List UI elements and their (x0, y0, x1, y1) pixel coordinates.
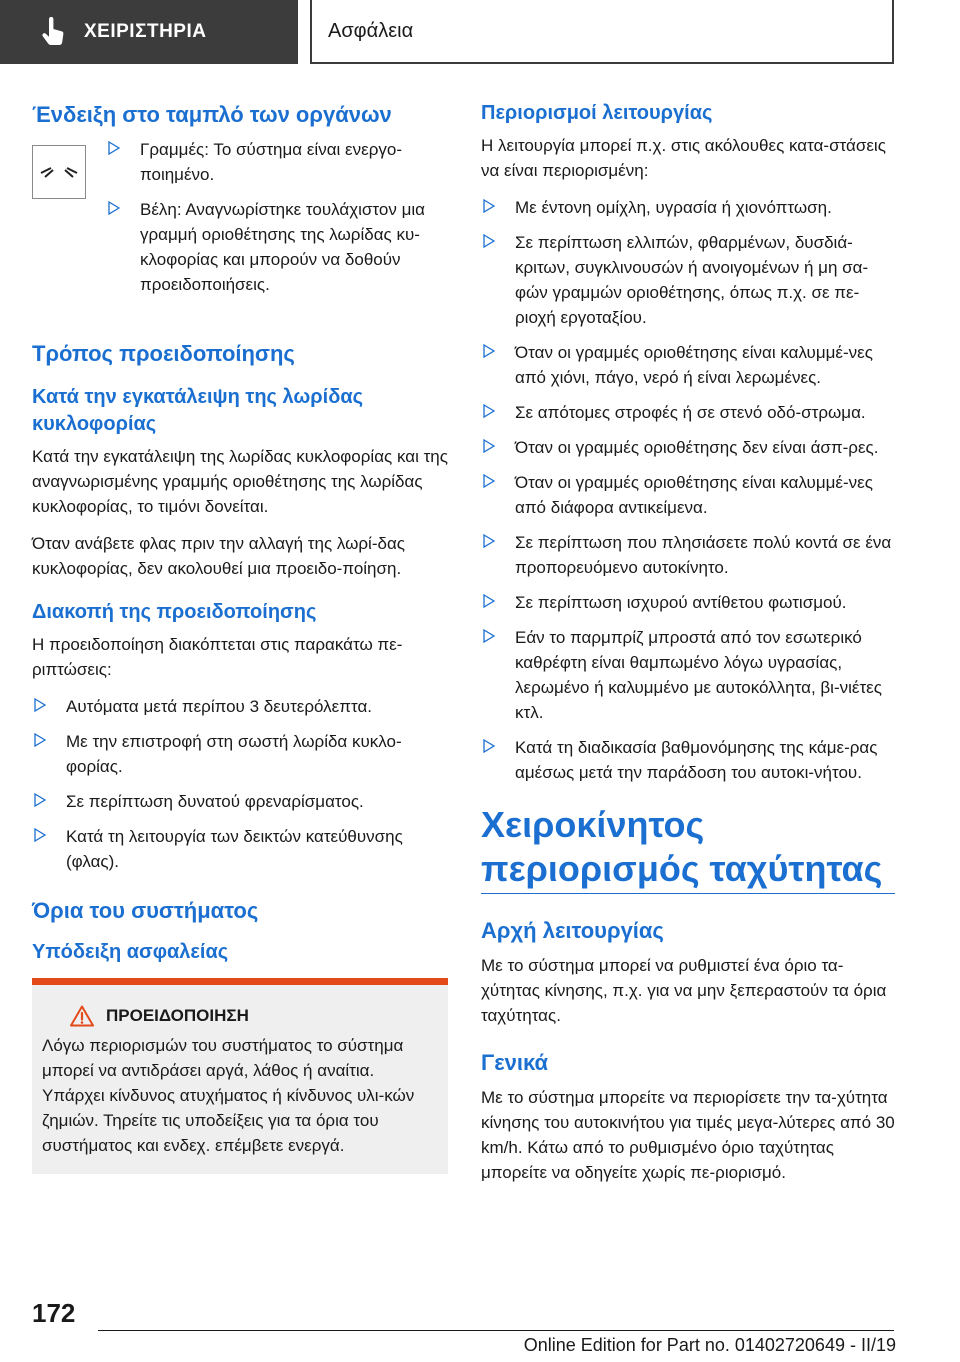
warning-box (32, 978, 448, 1174)
warning-title (70, 1005, 438, 1027)
warning-label: ΠΡΟΕΙΔΟΠΟΙΗΣΗ (106, 1006, 249, 1025)
list-item: Βέλη: Αναγνωρίστηκε τουλάχιστον μια γραμμή οριοθέτησης της λωρίδας κυ-κλοφορίας και μπορούν να δοθούν προειδοποιήσεις. (106, 197, 448, 297)
section-tab (0, 0, 298, 64)
bullet-triangle-icon (483, 344, 495, 358)
left-column (32, 100, 448, 1174)
lane-lines-icon (33, 146, 85, 198)
manual-speed-limiter-heading: Χειροκίνητος περιορισμός ταχύτητας (481, 804, 883, 889)
list-item: Όταν οι γραμμές οριοθέτησης είναι καλυμμέ-νες από διάφορα αντικείμενα. (481, 470, 895, 520)
right-column (481, 100, 895, 1197)
list-item: Σε περίπτωση που πλησιάσετε πολύ κοντά σε ένα προπορευόμενο αυτοκίνητο. (481, 530, 895, 580)
bullet-triangle-icon (108, 201, 120, 215)
bullet-triangle-icon (483, 594, 495, 608)
footer-divider (98, 1330, 894, 1331)
bullet-triangle-icon (483, 739, 495, 753)
bullet-triangle-icon (483, 234, 495, 248)
list-item: Σε περίπτωση ελλιπών, φθαρμένων, δυσδιά-κριτων, συγκλινουσών ή ανοιγομένων ή μη σα-φών γραμμών οριοθέτησης, όπως π.χ. σε πε-ριοχή εργοταξίου. (481, 230, 895, 330)
function-limits-heading: Περιορισμοί λειτουργίας (481, 102, 713, 124)
principle-text: Με το σύστημα μπορεί να ρυθμιστεί ένα όριο τα-χύτητας κίνησης, π.χ. για να μην ξεπεραστούν τα όρια ταχύτητας. (481, 956, 887, 1025)
hand-pointer-icon (40, 17, 66, 47)
list-item: Σε απότομες στροφές ή σε στενό οδό-στρωμα. (481, 400, 895, 425)
indicator-list (106, 137, 448, 307)
warning-mode-heading: Τρόπος προειδοποίησης (32, 341, 295, 366)
list-item: Όταν οι γραμμές οριοθέτησης είναι καλυμμέ-νες από χιόνι, πάγο, νερό ή είναι λερωμένες. (481, 340, 895, 390)
list-item: Κατά τη διαδικασία βαθμονόμησης της κάμε-ρας αμέσως μετά την παράδοση του αυτοκι-νήτου. (481, 735, 895, 785)
lane-departure-heading: Κατά την εγκατάλειψη της λωρίδας κυκλοφορίας (32, 386, 364, 435)
bullet-triangle-icon (483, 439, 495, 453)
indicator-row (32, 137, 448, 317)
function-limits-list (481, 195, 895, 785)
bullet-triangle-icon (483, 404, 495, 418)
list-item: Όταν οι γραμμές οριοθέτησης δεν είναι άσπ-ρες. (481, 435, 895, 460)
general-text: Με το σύστημα μπορείτε να περιορίσετε την τα-χύτητα κίνησης του αυτοκινήτου για τιμές μεγα-λύτερες από 30 km/h. Κάτω από το ρυθμισμένο όριο ταχύτητας μπορείτε να οδηγείτε χωρίς πε-ριορισμό. (481, 1088, 895, 1182)
list-item: Κατά τη λειτουργία των δεικτών κατεύθυνσης (φλας). (32, 824, 448, 874)
interrupt-list (32, 694, 448, 874)
list-item: Γραμμές: Το σύστημα είναι ενεργο-ποιημένο. (106, 137, 448, 187)
bullet-triangle-icon (483, 629, 495, 643)
list-item: Με την επιστροφή στη σωστή λωρίδα κυκλο-φορίας. (32, 729, 448, 779)
page-header (0, 0, 960, 66)
list-item: Σε περίπτωση ισχυρού αντίθετου φωτισμού. (481, 590, 895, 615)
bullet-triangle-icon (34, 828, 46, 842)
principle-heading: Αρχή λειτουργίας (481, 918, 664, 943)
list-item: Αυτόματα μετά περίπου 3 δευτερόλεπτα. (32, 694, 448, 719)
warning-triangle-icon (70, 1005, 94, 1027)
page-number: 172 (32, 1298, 76, 1328)
lane-departure-text-2: Όταν ανάβετε φλας πριν την αλλαγή της λωρί-δας κυκλοφορίας, δεν ακολουθεί μια προειδο-ποίηση. (32, 534, 405, 578)
warning-text: Λόγω περιορισμών του συστήματος το σύστημα μπορεί να αντιδράσει αργά, λάθος ή αναίτια. Υπάρχει κίνδυνος ατυχήματος ή κίνδυνος υλι-κών ζημιών. Τηρείτε τις υποδείξεις για τα όρια του συστήματος και ενδεχ. επέμβετε ενεργά. (42, 1036, 415, 1155)
chapter-tab (310, 0, 894, 64)
function-limits-intro: Η λειτουργία μπορεί π.χ. στις ακόλουθες κατα-στάσεις να είναι περιορισμένη: (481, 136, 886, 180)
bullet-triangle-icon (34, 698, 46, 712)
edition-footer: Online Edition for Part no. 01402720649 - II/19 (523, 1335, 896, 1355)
interrupt-intro: Η προειδοποίηση διακόπτεται στις παρακάτω πε-ριπτώσεις: (32, 635, 403, 679)
list-item: Εάν το παρμπρίζ μπροστά από τον εσωτερικό καθρέφτη είναι θαμπωμένο λόγω υγρασίας, λερωμένο ή καλυμμένο με αυτοκόλλητα, βι-νιέτες κτλ. (481, 625, 895, 725)
limits-heading: Όρια του συστήματος (32, 898, 259, 923)
bullet-triangle-icon (34, 793, 46, 807)
bullet-triangle-icon (483, 534, 495, 548)
bullet-triangle-icon (108, 141, 120, 155)
lane-indicator-symbol (32, 145, 86, 199)
section-title: ΧΕΙΡΙΣΤΗΡΙΑ (84, 21, 207, 42)
bullet-triangle-icon (483, 474, 495, 488)
general-heading: Γενικά (481, 1050, 549, 1075)
heading-divider (481, 893, 895, 894)
list-item: Με έντονη ομίχλη, υγρασία ή χιονόπτωση. (481, 195, 895, 220)
chapter-title: Ασφάλεια (328, 19, 414, 42)
indicator-heading: Ένδειξη στο ταμπλό των οργάνων (32, 102, 392, 127)
lane-departure-text-1: Κατά την εγκατάλειψη της λωρίδας κυκλοφορίας και της αναγνωρισμένης γραμμής οριοθέτησης της λωρίδας κυκλοφορίας, το τιμόνι δονείται. (32, 447, 448, 516)
bullet-triangle-icon (483, 199, 495, 213)
safety-heading: Υπόδειξη ασφαλείας (32, 941, 229, 963)
interrupt-heading: Διακοπή της προειδοποίησης (32, 601, 317, 623)
bullet-triangle-icon (34, 733, 46, 747)
list-item: Σε περίπτωση δυνατού φρεναρίσματος. (32, 789, 448, 814)
